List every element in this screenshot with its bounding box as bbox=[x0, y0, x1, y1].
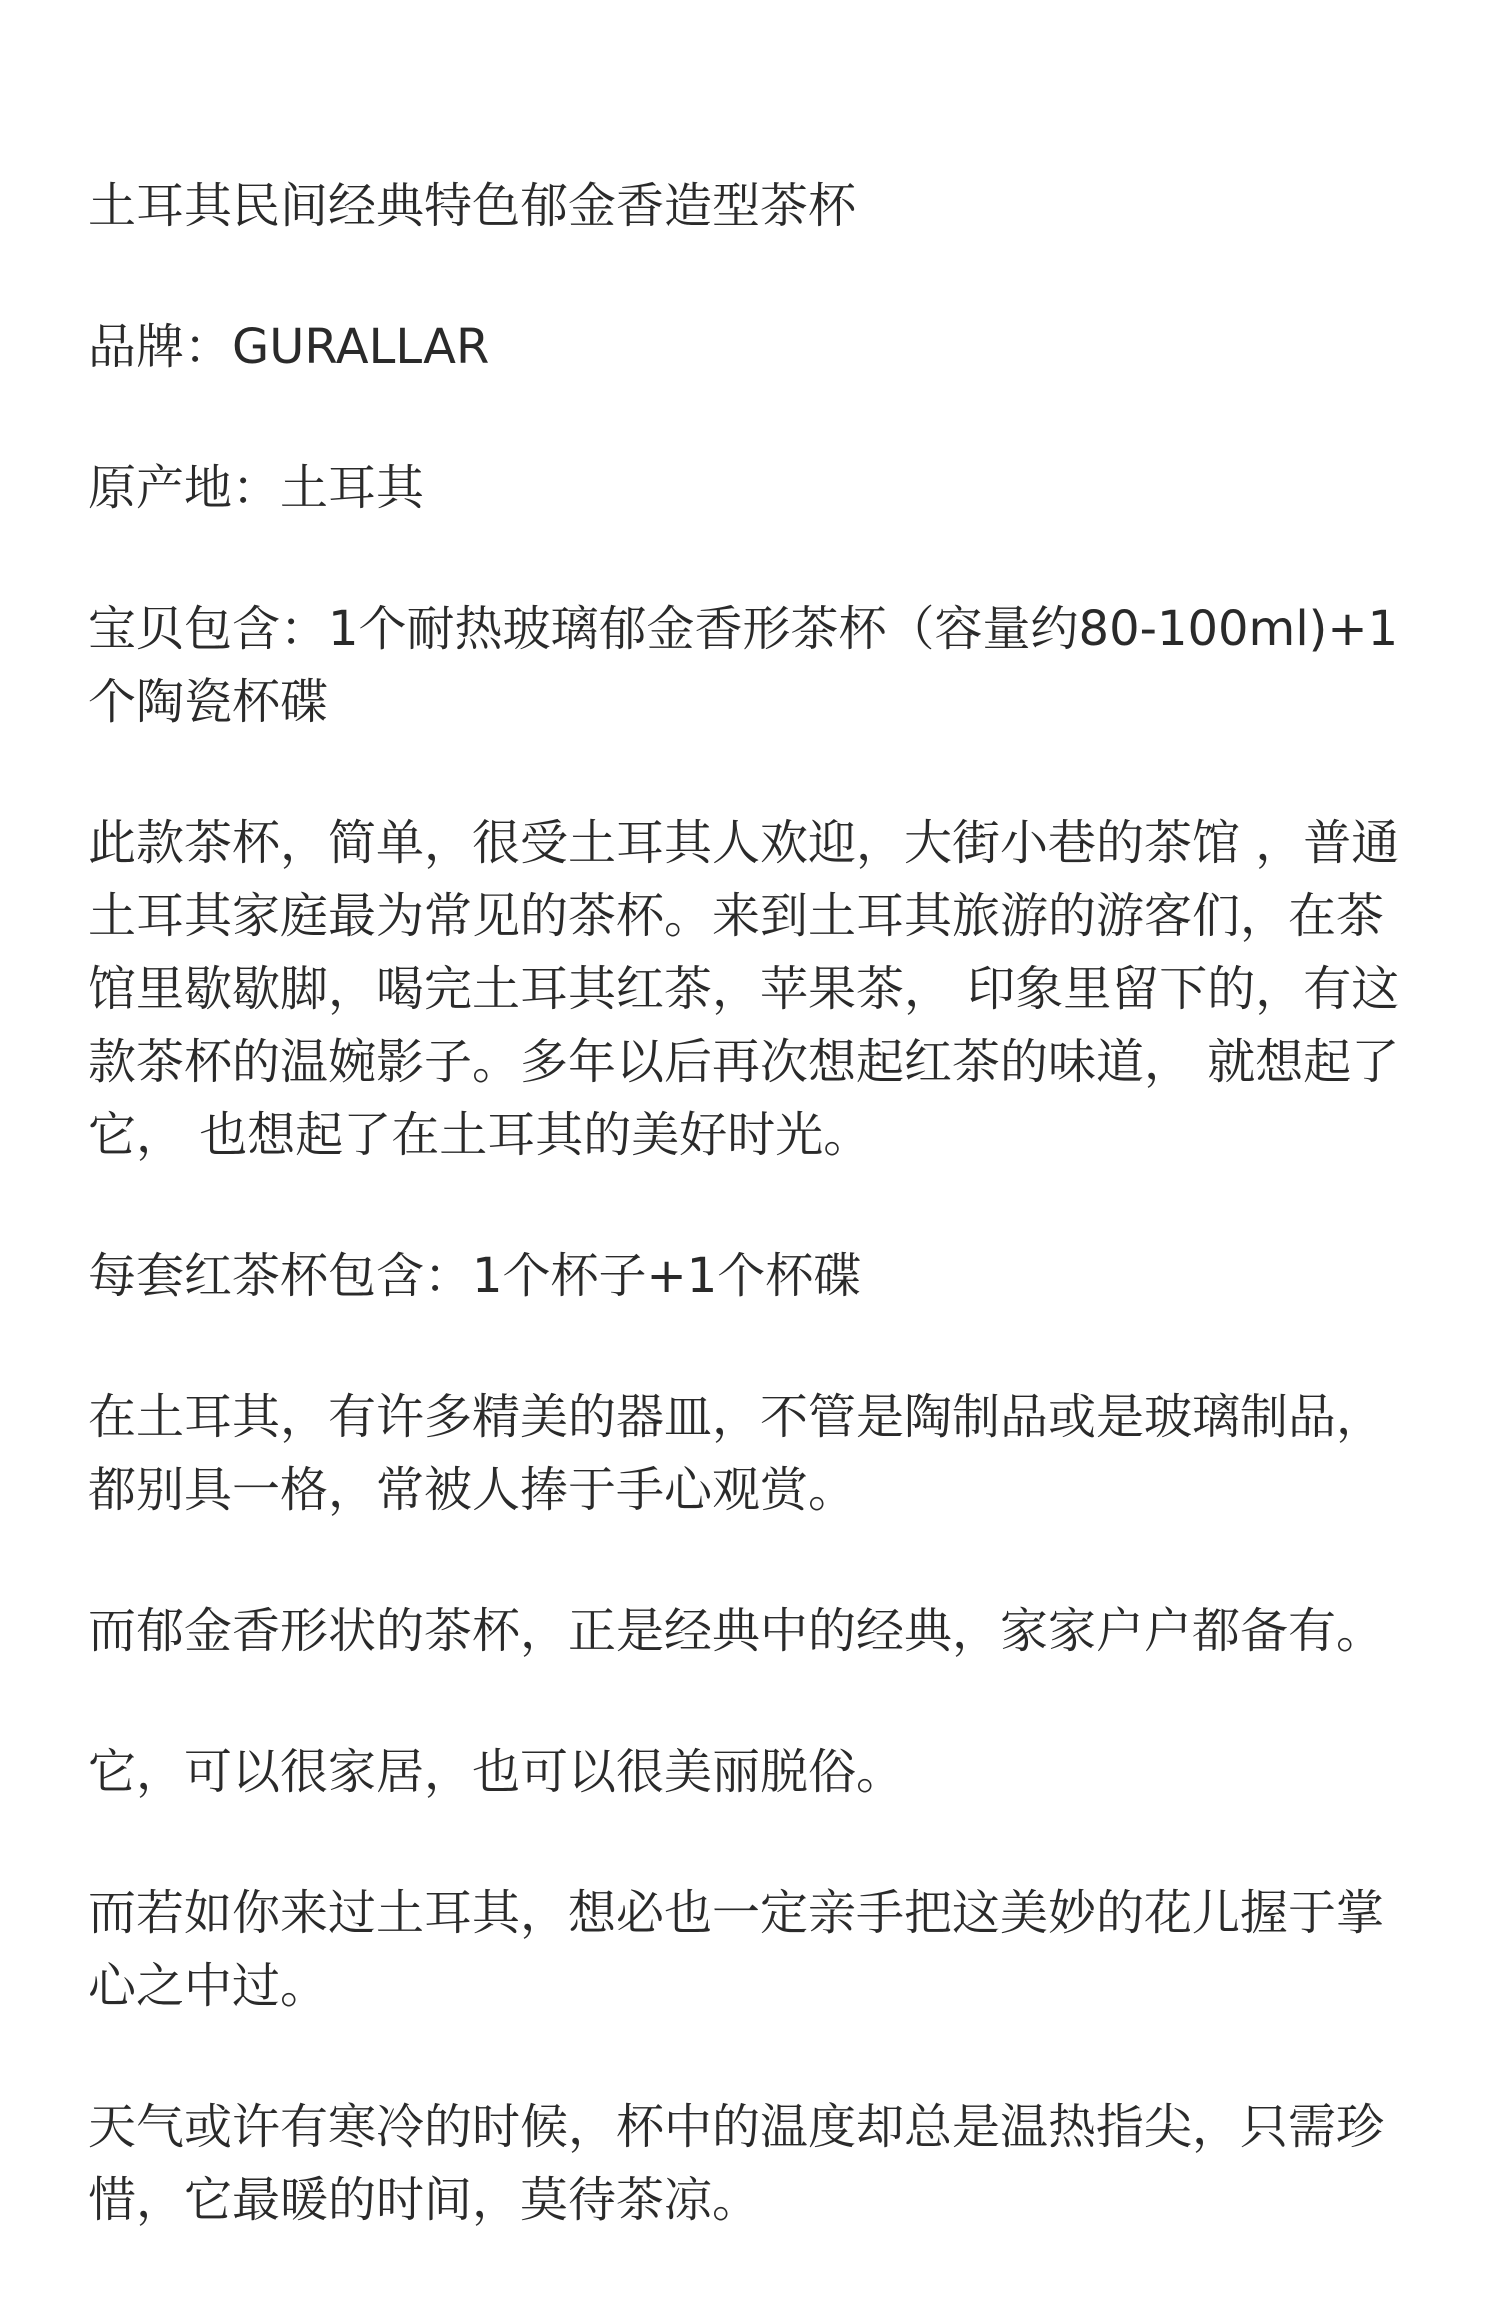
description-paragraph: 它，可以很家居，也可以很美丽脱俗。 bbox=[88, 1744, 905, 1800]
package-contents: 宝贝包含：1个耐热玻璃郁金香形茶杯（容量约80-100ml)+1个陶瓷杯碟 bbox=[88, 601, 1399, 730]
description-paragraph: 此款茶杯，简单，很受土耳其人欢迎，大街小巷的茶馆 ，普通土耳其家庭最为常见的茶杯。来到土耳其旅游的游客们，在茶馆里歇歇脚，喝完土耳其红茶，苹果茶， 印象里留下的，有这款茶杯的温婉影子。多年以后再次想起红茶的味道， 就想起了它， 也想起了在土耳其的美好时光。 bbox=[88, 815, 1400, 1163]
description-paragraph: 而若如你来过土耳其，想必也一定亲手把这美妙的花儿握于掌心之中过。 bbox=[88, 1885, 1385, 2014]
brand-line: 品牌：GURALLAR bbox=[88, 319, 490, 375]
origin-line: 原产地：土耳其 bbox=[88, 460, 425, 516]
article-body bbox=[88, 170, 1418, 2237]
product-title: 土耳其民间经典特色郁金香造型茶杯 bbox=[88, 178, 857, 234]
set-contents: 每套红茶杯包含：1个杯子+1个杯碟 bbox=[88, 1248, 862, 1304]
description-paragraph: 在土耳其，有许多精美的器皿，不管是陶制品或是玻璃制品，都别具一格，常被人捧于手心观赏。 bbox=[88, 1389, 1385, 1518]
description-paragraph: 天气或许有寒冷的时候，杯中的温度却总是温热指尖，只需珍惜，它最暖的时间，莫待茶凉。 bbox=[88, 2099, 1385, 2228]
description-paragraph: 而郁金香形状的茶杯，正是经典中的经典，家家户户都备有。 bbox=[88, 1603, 1385, 1659]
